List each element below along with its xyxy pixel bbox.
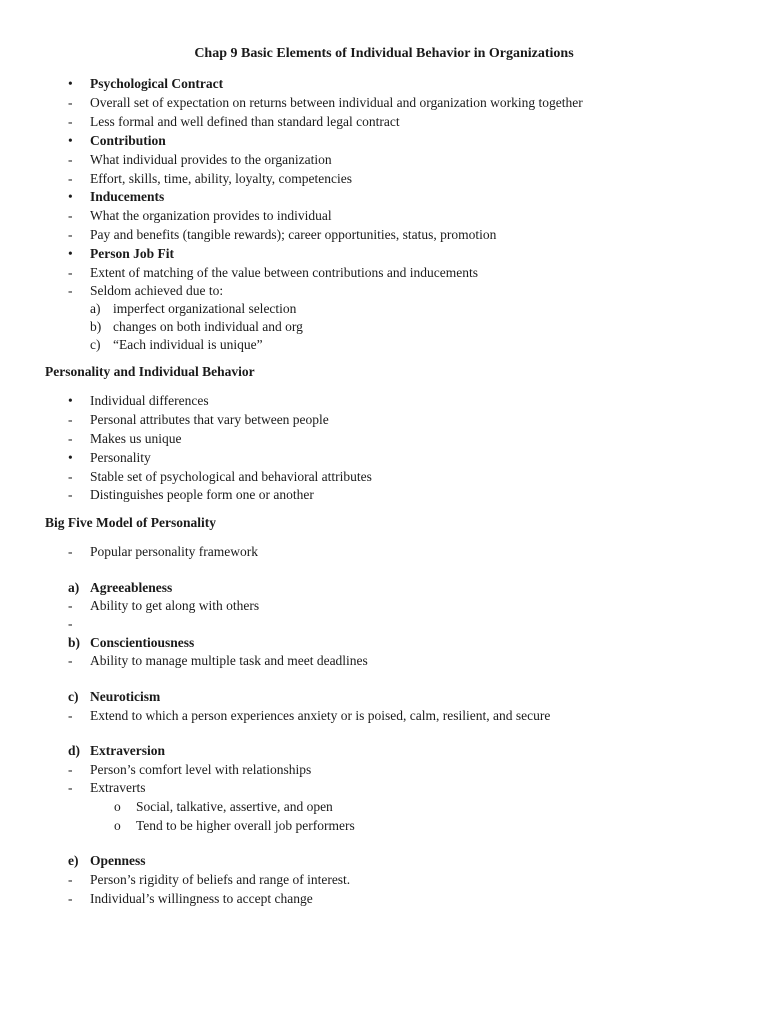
list-item: Personality	[90, 450, 151, 465]
sub-list-item: imperfect organizational selection	[113, 301, 297, 316]
dash-marker: -	[68, 171, 73, 186]
trait-marker: b)	[68, 635, 81, 650]
dash-marker: -	[68, 265, 73, 280]
trait-marker: d)	[68, 743, 81, 758]
list-item: Ability to manage multiple task and meet deadlines	[90, 653, 368, 668]
circle-bullet-marker: o	[114, 799, 121, 814]
list-item: Person’s comfort level with relationships	[90, 762, 312, 777]
dash-marker: -	[68, 891, 73, 906]
trait-marker: c)	[68, 689, 79, 704]
dash-marker: -	[68, 283, 73, 298]
dash-marker: -	[68, 708, 73, 723]
list-item: Less formal and well defined than standard legal contract	[90, 114, 400, 129]
sub-list-item: changes on both individual and org	[113, 319, 303, 334]
section-heading: Personality and Individual Behavior	[45, 364, 255, 379]
dash-marker: -	[68, 872, 73, 887]
list-item: Extraverts	[90, 780, 146, 795]
sub-list-item: Tend to be higher overall job performers	[136, 818, 355, 833]
list-item: Distinguishes people form one or another	[90, 487, 314, 502]
list-item: Popular personality framework	[90, 544, 258, 559]
list-item: Contribution	[90, 133, 166, 148]
list-item: Person’s rigidity of beliefs and range of interest.	[90, 872, 351, 887]
bullet-marker: •	[68, 189, 73, 204]
dash-marker: -	[68, 616, 73, 631]
bullet-marker: •	[68, 133, 73, 148]
trait-marker: a)	[68, 580, 80, 595]
section-heading: Big Five Model of Personality	[45, 515, 216, 530]
dash-marker: -	[68, 653, 73, 668]
dash-marker: -	[68, 208, 73, 223]
list-item: Psychological Contract	[90, 76, 224, 91]
bullet-marker: •	[68, 76, 73, 91]
dash-marker: -	[68, 114, 73, 129]
list-item: Extend to which a person experiences anxiety or is poised, calm, resilient, and secure	[90, 708, 551, 723]
list-item: Person Job Fit	[90, 246, 174, 261]
dash-marker: -	[68, 780, 73, 795]
list-item: Personal attributes that vary between people	[90, 412, 329, 427]
list-item: Makes us unique	[90, 431, 182, 446]
dash-marker: -	[68, 469, 73, 484]
list-item: What individual provides to the organization	[90, 152, 332, 167]
list-item: Individual’s willingness to accept change	[90, 891, 313, 906]
trait-title: Extraversion	[90, 743, 165, 758]
dash-marker: -	[68, 598, 73, 613]
list-item: Stable set of psychological and behavioral attributes	[90, 469, 372, 484]
dash-marker: -	[68, 152, 73, 167]
dash-marker: -	[68, 412, 73, 427]
letter-marker: c)	[90, 337, 101, 352]
list-item: What the organization provides to individual	[90, 208, 332, 223]
list-item: Pay and benefits (tangible rewards); career opportunities, status, promotion	[90, 227, 497, 242]
list-item: Inducements	[90, 189, 165, 204]
bullet-marker: •	[68, 246, 73, 261]
list-item: Seldom achieved due to:	[90, 283, 224, 298]
trait-title: Neuroticism	[90, 689, 161, 704]
letter-marker: a)	[90, 301, 101, 316]
bullet-marker: •	[68, 393, 73, 408]
dash-marker: -	[68, 95, 73, 110]
dash-marker: -	[68, 762, 73, 777]
list-item: Ability to get along with others	[90, 598, 260, 613]
dash-marker: -	[68, 487, 73, 502]
list-item: Extent of matching of the value between contributions and inducements	[90, 265, 479, 280]
dash-marker: -	[68, 431, 73, 446]
sub-list-item: Social, talkative, assertive, and open	[136, 799, 333, 814]
document-title: Chap 9 Basic Elements of Individual Behavior in Organizations	[194, 46, 574, 61]
trait-title: Openness	[90, 853, 146, 868]
dash-marker: -	[68, 227, 73, 242]
list-item: Effort, skills, time, ability, loyalty, competencies	[90, 171, 352, 186]
circle-bullet-marker: o	[114, 818, 121, 833]
list-item: Overall set of expectation on returns between individual and organization working together	[90, 95, 583, 110]
bullet-marker: •	[68, 450, 73, 465]
trait-title: Conscientiousness	[90, 635, 195, 650]
dash-marker: -	[68, 544, 73, 559]
sub-list-item: “Each individual is unique”	[113, 337, 263, 352]
list-item: Individual differences	[90, 393, 209, 408]
trait-marker: e)	[68, 853, 79, 868]
letter-marker: b)	[90, 319, 102, 334]
trait-title: Agreeableness	[90, 580, 173, 595]
